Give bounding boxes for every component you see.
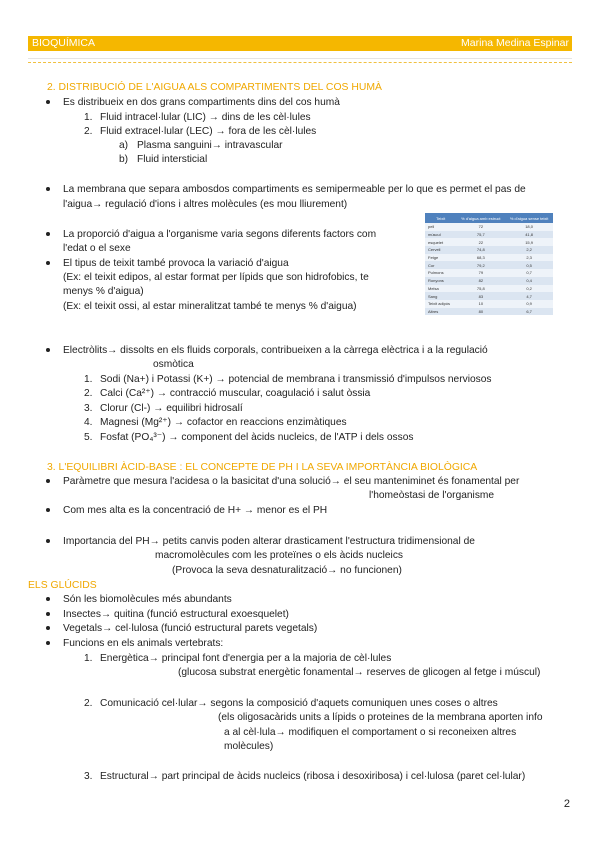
list-item-cont: l'edat o el sexe — [63, 243, 131, 254]
table-row — [425, 300, 553, 308]
table-cell: 22 — [456, 238, 505, 246]
list-item: La proporció d'aigua a l'organisme varia segons diferents factors com — [63, 229, 377, 240]
table-cell: Ronyons — [425, 277, 456, 285]
list-item-cont: macromolècules com les proteïnes o els àcids nucleics — [155, 550, 404, 561]
table-cell: Pulmons — [425, 269, 456, 277]
header-divider — [28, 58, 572, 59]
list-number: 2. — [84, 126, 93, 137]
table-cell: múscul — [425, 231, 456, 239]
page-header — [28, 36, 572, 51]
list-item: Plasma sanguini→ intravascular — [137, 140, 283, 151]
table-cell: Fetge — [425, 254, 456, 262]
table-cell: Melsa — [425, 285, 456, 293]
water-content-table — [425, 213, 553, 315]
list-item: Fluid extracel·lular (LEC) → fora de les cèl·lules — [100, 126, 317, 137]
list-number: 4. — [84, 417, 93, 428]
bullet-icon — [46, 187, 50, 191]
table-header-cell: Teixit — [425, 213, 456, 223]
list-item: Fosfat (PO₄³⁻) → component del àcids nucleics, de l'ATP i dels ossos — [100, 432, 414, 443]
table-cell: 4,7 — [505, 292, 553, 300]
list-number: 2. — [84, 388, 93, 399]
table-cell: Altres — [425, 308, 456, 316]
table-cell: Teixit adipós — [425, 300, 456, 308]
table-cell: 41,8 — [505, 231, 553, 239]
table-row — [425, 246, 553, 254]
list-item-cont: (els oligosacàrids units a lípids o proteines de la membrana aporten info — [218, 712, 543, 723]
glucids-heading: ELS GLÚCIDS — [28, 580, 97, 591]
list-item: Insectes→ quitina (funció estructural exoesquelet) — [63, 609, 289, 620]
list-item: Són les biomolècules més abundants — [63, 594, 232, 605]
table-cell: 18,0 — [505, 223, 553, 231]
table-cell: pell — [425, 223, 456, 231]
bullet-icon — [46, 626, 50, 630]
table-row — [425, 285, 553, 293]
table-cell: 79 — [456, 269, 505, 277]
bullet-icon — [46, 612, 50, 616]
table-cell: 80 — [456, 308, 505, 316]
list-item: Importancia del PH→ petits canvis poden alterar drasticament l'estructura tridimensional de — [63, 536, 475, 547]
list-item-cont: l'aigua→ regulació d'ions i altres molècules (es mou lliurement) — [63, 199, 348, 210]
table-row — [425, 261, 553, 269]
bullet-icon — [46, 232, 50, 236]
bullet-icon — [46, 261, 50, 265]
table-cell: Cervell — [425, 246, 456, 254]
list-item: Calci (Ca²⁺) → contracció muscular, coagulació i salut òssia — [100, 388, 371, 399]
list-item: Vegetals→ cel·lulosa (funció estructural parets vegetals) — [63, 623, 318, 634]
list-item: El tipus de teixit també provoca la variació d'aigua — [63, 258, 289, 269]
list-item: Es distribueix en dos grans compartiments dins del cos humà — [63, 97, 340, 108]
table-cell: 75,8 — [456, 285, 505, 293]
list-number: 1. — [84, 653, 93, 664]
bullet-icon — [46, 348, 50, 352]
table-cell: 2,2 — [505, 246, 553, 254]
bullet-icon — [46, 641, 50, 645]
table-cell: 0,9 — [505, 300, 553, 308]
table-cell: 0,7 — [505, 269, 553, 277]
table-cell: 68,3 — [456, 254, 505, 262]
list-number: 3. — [84, 403, 93, 414]
table-cell: 0,5 — [505, 261, 553, 269]
bullet-icon — [46, 100, 50, 104]
list-number: 5. — [84, 432, 93, 443]
table-cell: 75,7 — [456, 231, 505, 239]
table-row — [425, 223, 553, 231]
list-letter: b) — [119, 154, 129, 165]
table-cell: Cor — [425, 261, 456, 269]
list-item-cont: (Ex: el teixit edipos, al estar format per lípids que son hidrofobics, te — [63, 272, 369, 283]
list-item: Fluid intersticial — [137, 154, 208, 165]
list-item-cont: (Provoca la seva desnaturalització→ no funcionen) — [172, 565, 402, 576]
list-item-cont: molècules) — [224, 741, 274, 752]
table-header-cell: % d'aigua sense teixit — [505, 213, 553, 223]
section-2-heading: 2. DISTRIBUCIÓ DE L'AIGUA ALS COMPARTIMENTS DEL COS HUMÀ — [47, 82, 382, 93]
list-item: La membrana que separa ambosdos compartiments es semipermeable per lo que es permet el pas de — [63, 184, 526, 195]
bullet-icon — [46, 597, 50, 601]
header-author: Marina Medina Espinar — [461, 37, 569, 49]
table-cell: 83 — [456, 292, 505, 300]
list-number: 3. — [84, 771, 93, 782]
table-cell: 82 — [456, 277, 505, 285]
header-divider-dashed — [28, 62, 572, 63]
table-cell: 74,8 — [456, 246, 505, 254]
header-subject: BIOQUÍMICA — [32, 37, 96, 49]
table-cell: 0,4 — [505, 277, 553, 285]
list-number: 2. — [84, 698, 93, 709]
bullet-icon — [46, 539, 50, 543]
table-header-cell: % d'aigua amb estruct — [456, 213, 505, 223]
table-row — [425, 254, 553, 262]
list-item: Funcions en els animals vertebrats: — [63, 638, 224, 649]
section-3-heading: 3. L'EQUILIBRI ÀCID-BASE : EL CONCEPTE DE PH I LA SEVA IMPORTÀNCIA BIOLÒGICA — [47, 462, 478, 473]
table-cell: esquelet — [425, 238, 456, 246]
list-number: 1. — [84, 112, 93, 123]
list-number: 1. — [84, 374, 93, 385]
table-cell: 10 — [456, 300, 505, 308]
list-item: Estructural→ part principal de àcids nucleics (ribosa i desoxiribosa) i cel·lulosa (paret cel·lular) — [100, 771, 526, 782]
list-item: Fluid intracel·lular (LIC) → dins de les cèl·lules — [100, 112, 311, 123]
list-item: Paràmetre que mesura l'acidesa o la basicitat d'una solució→ el seu manteniminet és fonamental per — [63, 476, 520, 487]
table-row — [425, 269, 553, 277]
table-row — [425, 292, 553, 300]
list-item: Sodi (Na+) i Potassi (K+) → potencial de membrana i transmissió d'impulsos nerviosos — [100, 374, 492, 385]
list-item: Energètica→ principal font d'energia per a la majoria de cèl·lules — [100, 653, 392, 664]
list-item: Comunicació cel·lular→ segons la composició d'aquets comuniquen unes coses o altres — [100, 698, 498, 709]
bullet-icon — [46, 479, 50, 483]
table-row — [425, 277, 553, 285]
table-row — [425, 238, 553, 246]
list-item: Magnesi (Mg²⁺) → cofactor en reaccions enzimàtiques — [100, 417, 347, 428]
table-cell: 0,2 — [505, 285, 553, 293]
list-item-cont: osmòtica — [153, 359, 194, 370]
list-item: Com mes alta es la concentració de H+ → menor es el PH — [63, 505, 328, 516]
list-letter: a) — [119, 140, 129, 151]
list-item: Clorur (Cl-) → equilibri hidrosalí — [100, 403, 243, 414]
table-cell: 72 — [456, 223, 505, 231]
list-item: Electròlits→ dissolts en els fluids corporals, contribueixen a la càrrega elèctrica i a la regulació — [63, 345, 488, 356]
list-item-cont: a al cèl·lula→ modifiquen el comportament o si reconeixen altres — [224, 727, 517, 738]
table-cell: 79,2 — [456, 261, 505, 269]
list-item-cont: l'homeòstasi de l'organisme — [369, 490, 495, 501]
table-header-row — [425, 213, 553, 223]
list-item-cont: menys % d'aigua) — [63, 286, 144, 297]
table-row — [425, 231, 553, 239]
table-cell: 2,3 — [505, 254, 553, 262]
table-row — [425, 308, 553, 316]
table-cell: Sang — [425, 292, 456, 300]
list-item-cont: (Ex: el teixit ossi, al estar mineralitzat també te menys % d'aigua) — [63, 301, 357, 312]
page-number: 2 — [563, 798, 570, 810]
bullet-icon — [46, 508, 50, 512]
table-cell: 15,9 — [505, 238, 553, 246]
list-item-cont: (glucosa substrat energètic fonamental→ reserves de glicogen al fetge i múscul) — [178, 667, 541, 678]
table-cell: 6,7 — [505, 308, 553, 316]
